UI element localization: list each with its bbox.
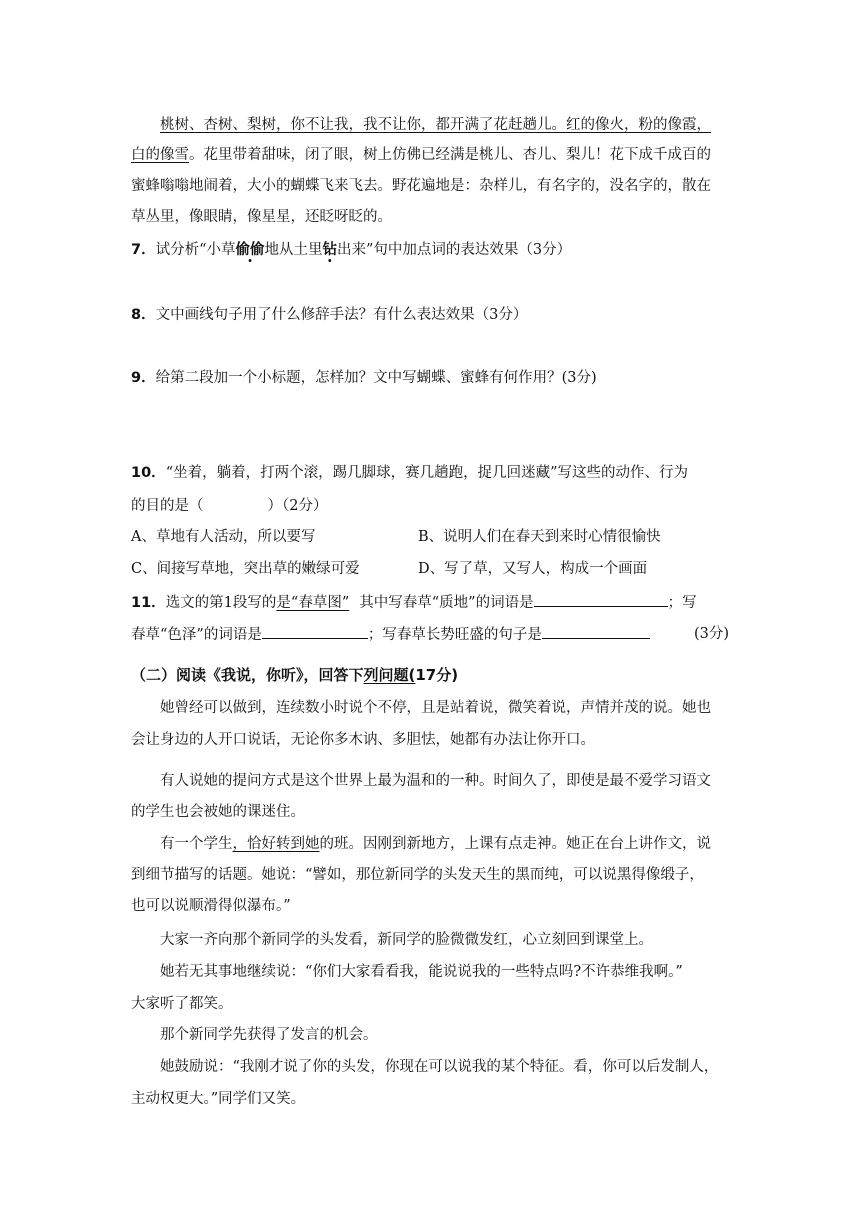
option-b: B、说明人们在春天到来时心情很愉快 (418, 529, 661, 545)
passage2-p3-line3: 也可以说顺滑得似瀑布。” (131, 898, 291, 914)
passage1-line4: 草丛里，像眼睛，像星星，还眨呀眨的。 (131, 209, 392, 225)
passage2-p5-line1: 她若无其事地继续说：“你们大家看看我，能说说我的一些特点吗?不许恭维我啊。” (160, 964, 683, 980)
passage2-p3-line2: 到细节描写的话题。她说：“譬如，那位新同学的头发天生的黑而纯，可以说黑得像缎子， (131, 867, 704, 883)
passage1-line1 (160, 115, 711, 135)
option-d: D、写了草，又写人，构成一个画面 (418, 561, 648, 577)
passage2-p3-line1: 有一个学生，恰好转到她的班。因刚到新地方，上课有点走神。她正在台上讲作文，说 (160, 836, 711, 852)
question-11: 11．选文的第1段写的是“春草图” 其中写春草“质地”的词语是 ；写 (131, 592, 697, 613)
passage2-p2-line1: 有人说她的提问方式是这个世界上最为温和的一种。时间久了，即使是最不爱学习语文 (160, 773, 711, 789)
question-number: 8． (131, 307, 156, 323)
passage2-p5-line2: 大家听了都笑。 (131, 996, 233, 1012)
dotted-word: 钻 (322, 241, 338, 258)
underlined-phrase: ，恰好转到她 (232, 836, 320, 852)
underlined-sentence-end: 白的像雪 (131, 147, 189, 163)
option-a: A、草地有人活动，所以要写 (131, 529, 316, 545)
passage2-p1-line1: 她曾经可以做到，连续数小时说个不停，且是站着说，微笑着说，声情并茂的说。她也 (160, 700, 711, 716)
passage2-p4: 大家一齐向那个新同学的头发看，新同学的脸微微发红，心立刻回到课堂上。 (160, 932, 653, 948)
passage2-p2-line2: 的学生也会被她的课迷住。 (131, 804, 305, 820)
option-c: C、间接写草地，突出草的嫩绿可爱 (131, 561, 360, 577)
underlined-sentence: 桃树、杏树、梨树，你不让我，我不让你，都开满了花赶趟儿。红的像火，粉的像霞， (160, 117, 711, 133)
question-9: 9．给第二段加一个小标题，怎样加？文中写蝴蝶、蜜蜂有何作用？(3分) (131, 370, 597, 386)
passage2-p6: 那个新同学先获得了发言的机会。 (160, 1027, 378, 1043)
answer-blank[interactable] (262, 624, 368, 639)
dotted-word: 偷偷 (235, 241, 265, 258)
question-number: 7． (131, 242, 156, 258)
question-8: 8．文中画线句子用了什么修辞手法？有什么表达效果（3分） (131, 307, 528, 323)
passage2-p7-line1: 她鼓励说：“我刚才说了你的头发，你现在可以说我的某个特征。看，你可以后发制人， (160, 1059, 719, 1075)
question-10: 10．“坐着，躺着，打两个滚，踢几脚球，赛几趟跑，捉几回迷藏”写这些的动作、行为 (131, 465, 689, 481)
question-11-line2: 春草“色泽”的词语是 ；写春草长势旺盛的句子是 (131, 624, 650, 645)
question-7: 7．试分析“小草偷偷地从土里钻出来”句中加点词的表达效果（3分） (131, 241, 572, 258)
passage2-p7-line2: 主动权更大。”同学们又笑。 (131, 1091, 306, 1107)
passage1-line2: 白的像雪。花里带着甜味，闭了眼，树上仿佛已经满是桃儿、杏儿、梨儿！花下成千成百的 (131, 147, 711, 163)
answer-blank[interactable] (534, 592, 668, 607)
question-number: 9． (131, 370, 156, 386)
passage1-line3: 蜜蜂嗡嗡地闹着，大小的蝴蝶飞来飞去。野花遍地是：杂样儿，有名字的，没名字的，散在 (131, 178, 711, 194)
question-number: 11． (131, 595, 166, 611)
question-number: 10． (131, 465, 166, 481)
section-heading: （二）阅读《我说，你听》，回答下列问题(17分) (131, 666, 459, 684)
question-11-score: (3分) (693, 626, 729, 642)
answer-blank[interactable] (542, 624, 650, 639)
question-10-line2: 的目的是（ ）（2分） (131, 498, 328, 514)
passage2-p1-line2: 会让身边的人开口说话，无论你多木讷、多胆怯，她都有办法让你开口。 (131, 732, 595, 748)
underlined-phrase: 是“春草图” (276, 595, 350, 611)
